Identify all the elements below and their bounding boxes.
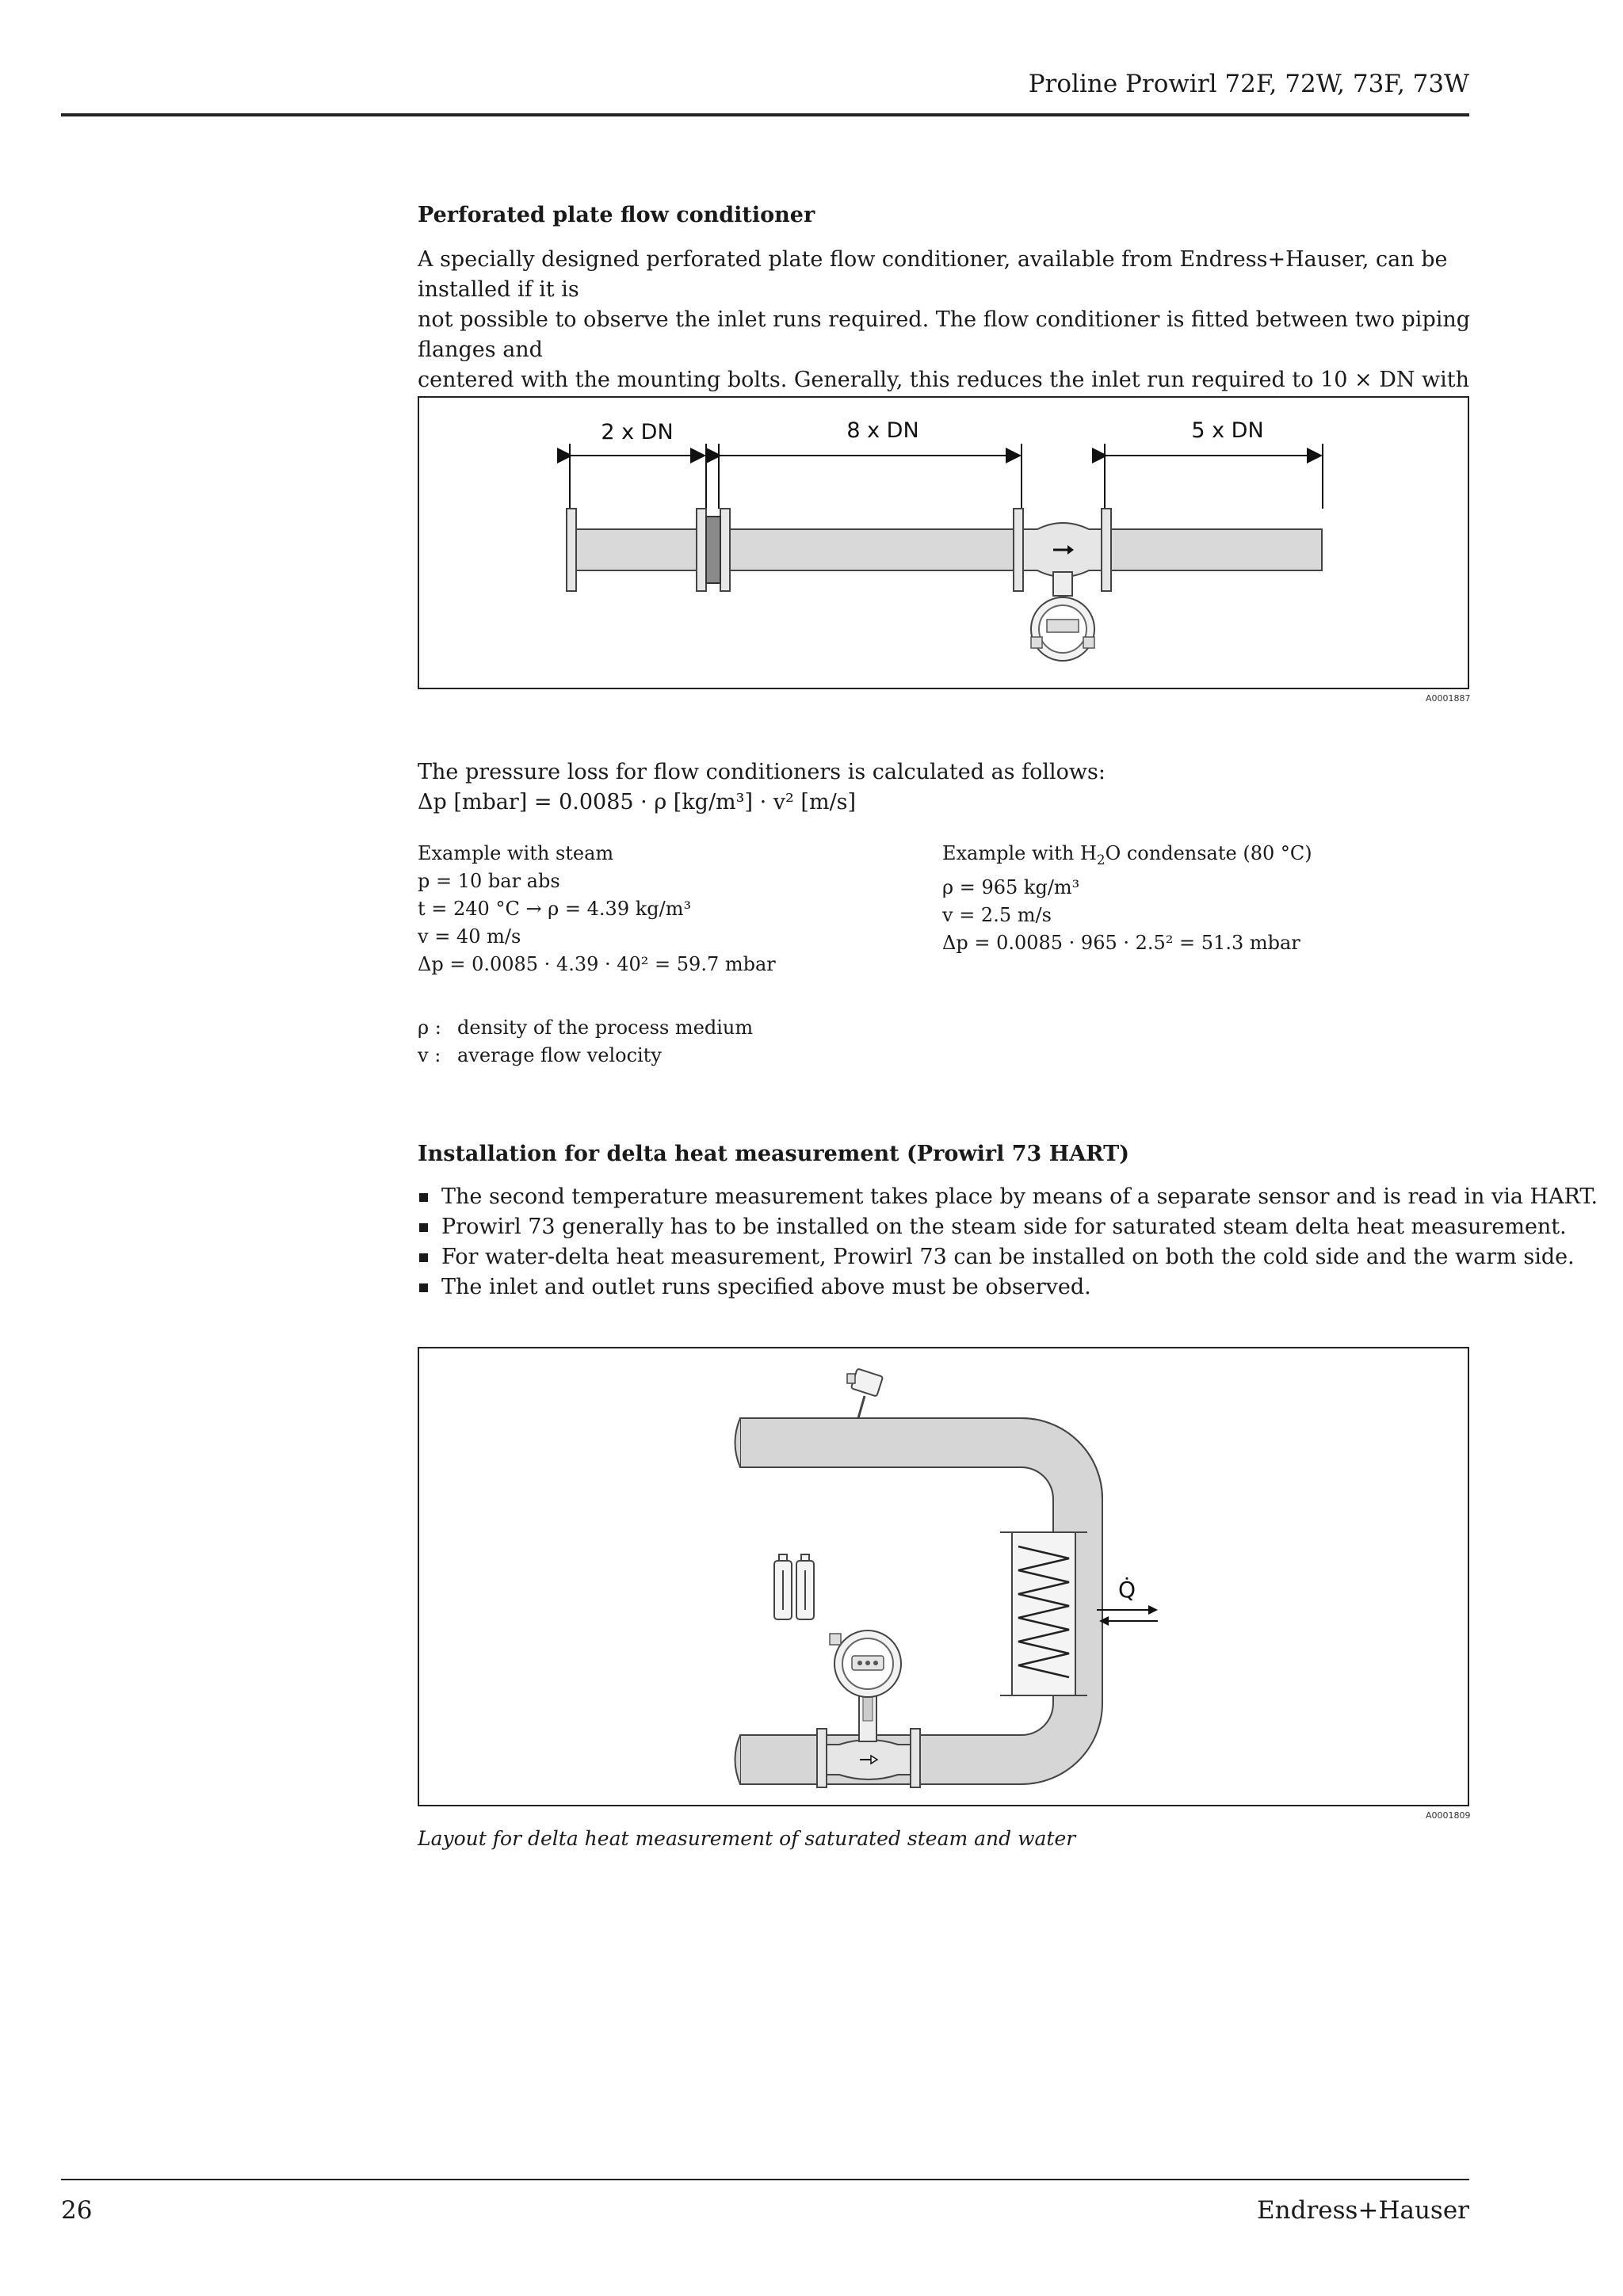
section-heading-delta-heat: Installation for delta heat measurement (Prowirl 73 HART)	[418, 1142, 1129, 1166]
formula-equation: Δp [mbar] = 0.0085 · ρ [kg/m³] · v² [m/s]	[418, 790, 857, 814]
bullet-square-icon	[419, 1283, 428, 1292]
dim-label-2dn: 2 x DN	[601, 420, 674, 444]
paragraph-line: centered with the mounting bolts. Generally, this reduces the inlet run required to 10 × DN with	[418, 368, 1470, 392]
temperature-sensor-head	[851, 1368, 883, 1396]
heat-arrow-right-icon	[1148, 1605, 1158, 1615]
list-item: The inlet and outlet runs specified above must be observed.	[418, 1272, 1472, 1302]
dim-label-5dn: 5 x DN	[1191, 418, 1264, 443]
pipe-segment	[730, 529, 1014, 570]
list-item: For water-delta heat measurement, Prowirl 73 can be installed on both the cold side and the warm side.	[418, 1242, 1472, 1272]
figure1-id: A0001887	[1426, 693, 1471, 704]
formula-block	[418, 757, 1472, 818]
flange	[1102, 509, 1111, 591]
example-water-line: v = 2.5 m/s	[942, 903, 1052, 926]
example-steam-line: Δp = 0.0085 · 4.39 · 40² = 59.7 mbar	[418, 953, 776, 975]
legend-row: v : average flow velocity	[418, 1044, 662, 1066]
figure2-caption: Layout for delta heat measurement of saturated steam and water	[418, 1827, 1076, 1850]
paragraph-line: not possible to observe the inlet runs required. The flow conditioner is fitted between two piping flanges and	[418, 307, 1471, 362]
pipe-segment	[576, 529, 697, 570]
delta-heat-bullet-list	[418, 1182, 1598, 1302]
header-rule	[61, 113, 1469, 116]
example-steam-line: t = 240 °C → ρ = 4.39 kg/m³	[418, 898, 692, 920]
flange	[567, 509, 576, 591]
symbol-legend	[418, 1014, 893, 1070]
footer-brand: Endress+Hauser	[1257, 2196, 1469, 2225]
header-title: Proline Prowirl 72F, 72W, 73F, 73W	[1028, 70, 1469, 98]
flow-conditioner-plate	[706, 517, 720, 583]
flange	[720, 509, 730, 591]
flange	[911, 1729, 920, 1787]
paragraph-line: A specially designed perforated plate flow conditioner, available from Endress+Hauser, can be installed if it is	[418, 247, 1448, 302]
inlet-run-figure	[418, 396, 1469, 689]
list-item: The second temperature measurement takes place by means of a separate sensor and is read in via HART.	[418, 1182, 1472, 1212]
flange	[1014, 509, 1023, 591]
example-steam-title: Example with steam	[418, 842, 614, 864]
formula-intro: The pressure loss for flow conditioners is calculated as follows:	[418, 760, 1106, 784]
bullet-square-icon	[419, 1223, 428, 1232]
dim-label-8dn: 8 x DN	[846, 418, 919, 443]
list-item: Prowirl 73 generally has to be installed on the steam side for saturated steam delta heat measurement.	[418, 1212, 1472, 1242]
section-heading-flow-conditioner: Perforated plate flow conditioner	[418, 203, 815, 227]
page-number: 26	[61, 2196, 93, 2225]
example-water-line: ρ = 965 kg/m³	[942, 875, 1080, 898]
example-steam-line: v = 40 m/s	[418, 925, 521, 948]
example-water-line: Δp = 0.0085 · 965 · 2.5² = 51.3 mbar	[942, 931, 1300, 954]
flange	[697, 509, 706, 591]
inlet-run-diagram	[419, 398, 1468, 688]
example-water	[942, 840, 1465, 957]
energy-computer-icon	[774, 1554, 814, 1619]
temperature-sensor-stem	[858, 1396, 865, 1418]
example-steam-line: p = 10 bar abs	[418, 870, 560, 892]
bullet-square-icon	[419, 1253, 428, 1262]
example-water-title: Example with $H_2O$ condensate (80 °C)	[942, 842, 1312, 868]
legend-row: ρ : density of the process medium	[418, 1016, 754, 1039]
flange	[817, 1729, 827, 1787]
heat-flow-label: Q̇	[1118, 1577, 1136, 1603]
figure2-id: A0001809	[1426, 1810, 1471, 1821]
delta-heat-figure	[418, 1347, 1469, 1806]
bullet-square-icon	[419, 1193, 428, 1202]
example-steam	[418, 840, 909, 978]
delta-heat-diagram	[419, 1348, 1468, 1805]
footer-rule	[61, 2179, 1469, 2180]
pipe-segment	[1111, 529, 1322, 570]
